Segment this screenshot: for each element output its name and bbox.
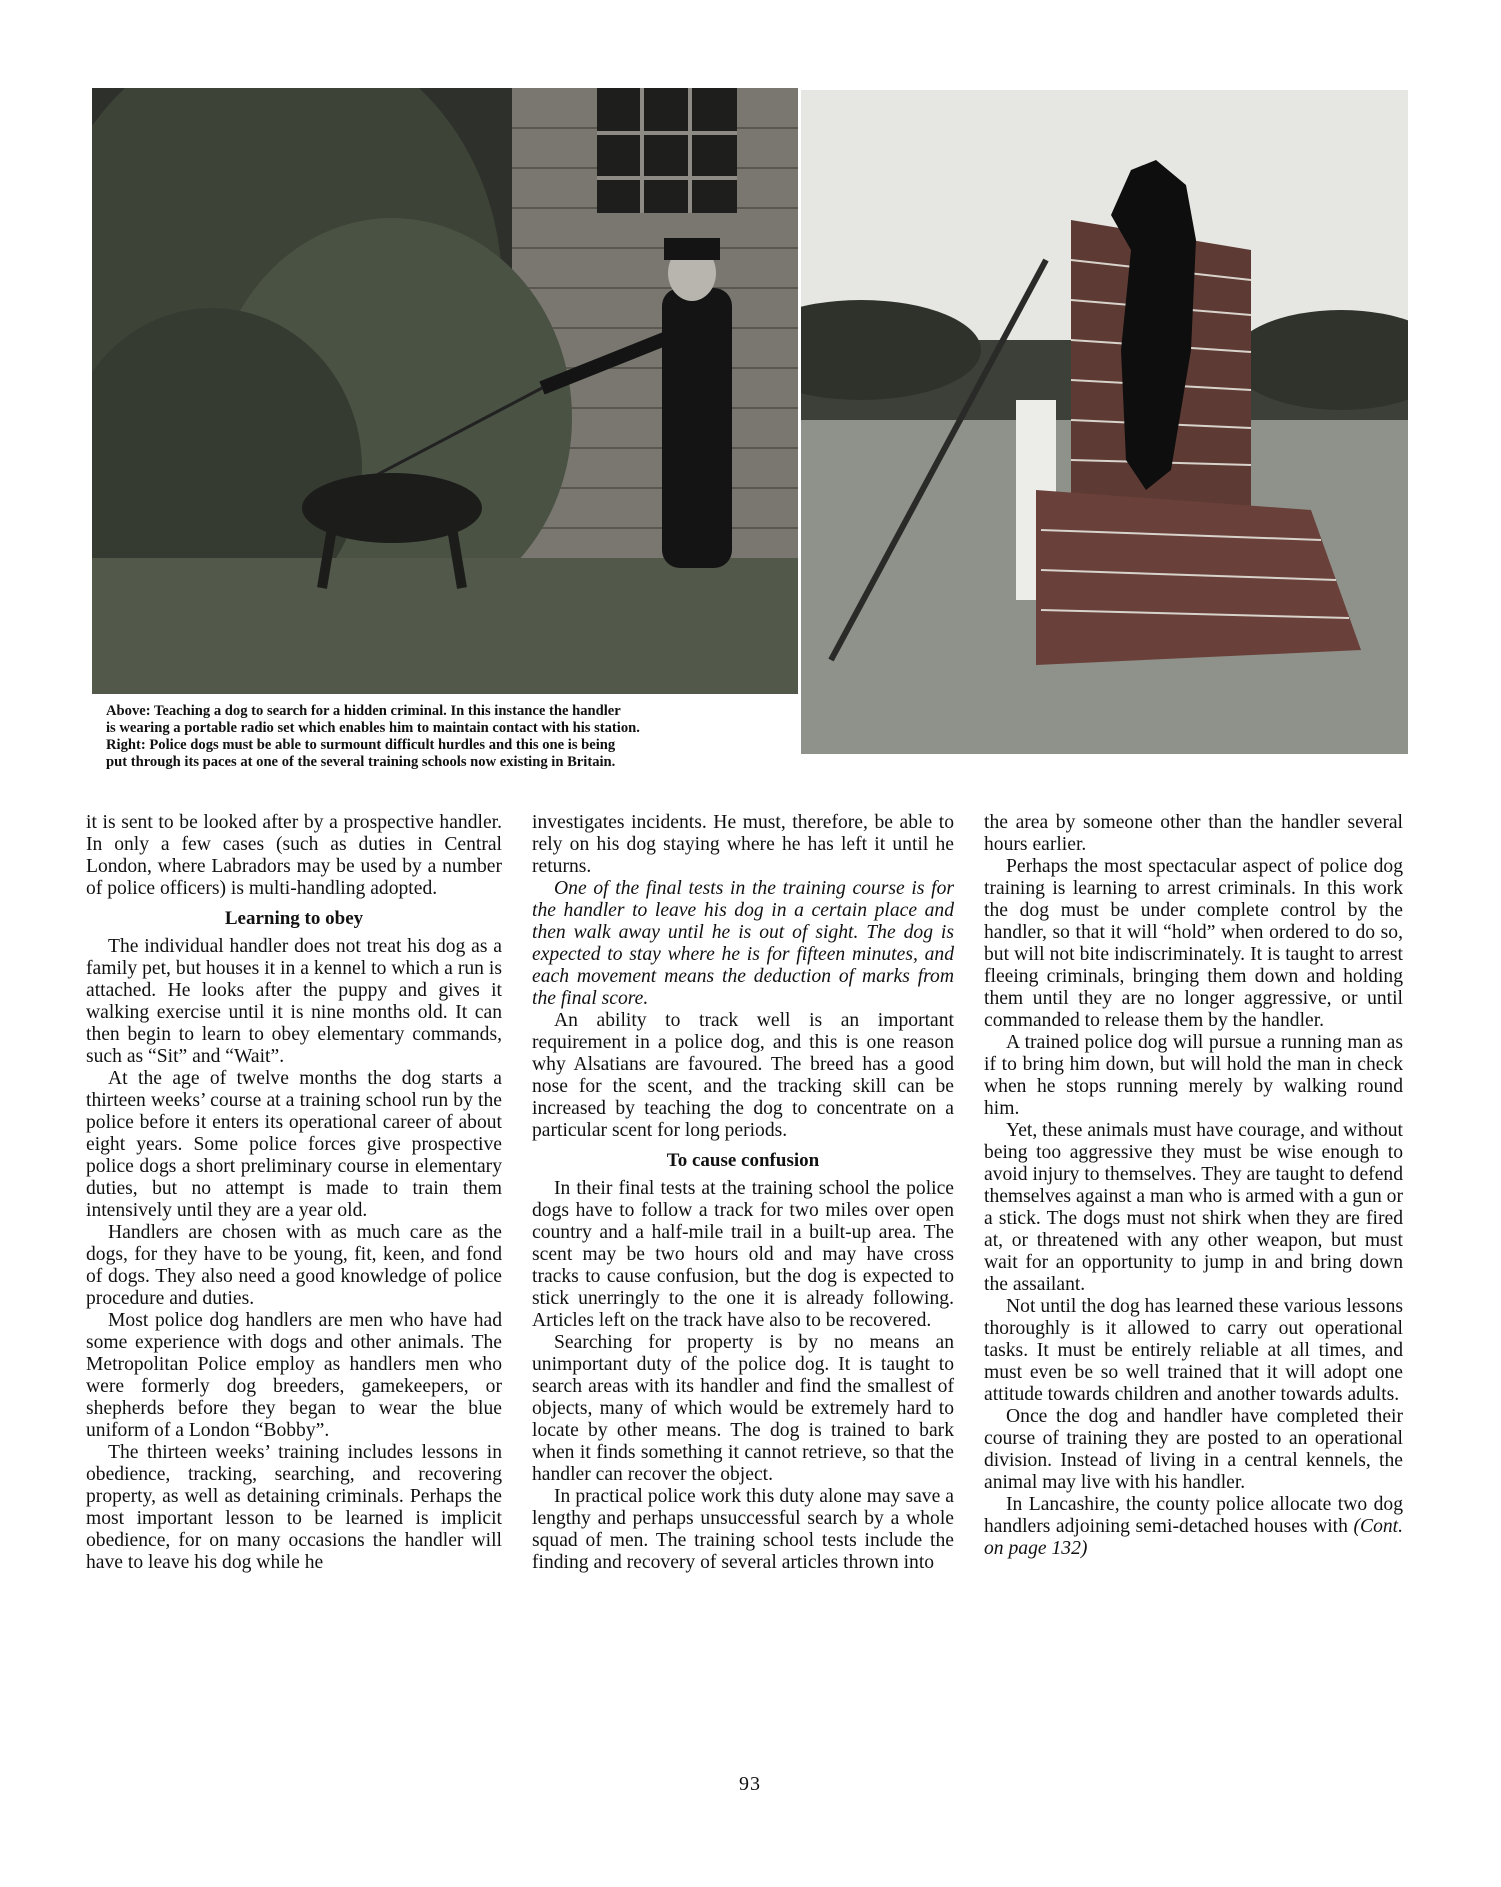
caption-line: is wearing a portable radio set which enables him to maintain contact with his station.: [106, 720, 640, 736]
paragraph: A trained police dog will pursue a running man as if to bring him down, but will hold the man in check when he stops running merely by walking round him.: [984, 1032, 1403, 1119]
paragraph: [984, 1494, 1403, 1560]
paragraph: The thirteen weeks’ training includes lessons in obedience, tracking, searching, and recovering property, as well as detaining criminals. Perhaps the most important lesson to be learned is implicit obedience, for on many occasions the handler will have to leave his dog while he: [86, 1442, 502, 1573]
caption-line: put through its paces at one of the several training schools now existing in Britain.: [106, 754, 616, 770]
paragraph: Handlers are chosen with as much care as the dogs, for they have to be young, fit, keen, and fond of dogs. They also need a good knowledge of police procedure and duties.: [86, 1222, 502, 1309]
dog-climbing-brick-hurdle-photo: [801, 90, 1408, 754]
caption-line: Right: Police dogs must be able to surmount difficult hurdles and this one is being: [106, 737, 616, 753]
paragraph: investigates incidents. He must, therefore, be able to rely on his dog staying where he has left it until he returns.: [532, 812, 954, 877]
caption-line: Above: Teaching a dog to search for a hidden criminal. In this instance the handler: [106, 703, 621, 719]
paragraph: Searching for property is by no means an unimportant duty of the police dog. It is taught to search areas with its handler and find the smallest of objects, many of which would be extremely hard to locate by other means. The dog is trained to bark when it finds something it cannot retrieve, so that the handler can recover the object.: [532, 1332, 954, 1485]
paragraph: In their final tests at the training school the police dogs have to follow a track for two miles over open country and a half-mile trail in a built-up area. The scent may be two hours old and may have cross tracks to cause confusion, but the dog is expected to stick unerringly to the one it is already following. Articles left on the track have also to be recovered.: [532, 1178, 954, 1331]
page-number: 93: [739, 1773, 761, 1795]
handler-and-dog-photo: [92, 88, 798, 694]
paragraph: An ability to track well is an important requirement in a police dog, and this is one reason why Alsatians are favoured. The breed has a good nose for the scent, and the tracking skill can be increased by teaching the dog to concentrate on a particular scent for long periods.: [532, 1010, 954, 1141]
paragraph: Yet, these animals must have courage, and without being too aggressive they must be wise enough to avoid injury to themselves. They are taught to defend themselves against a man who is armed with a gun or a stick. The dogs must not shirk when they are fired at, or threatened with any other weapon, but must wait for an opportunity to jump in and bring down the assailant.: [984, 1120, 1403, 1295]
paragraph: Most police dog handlers are men who have had some experience with dogs and other animals. The Metropolitan Police employ as handlers men who were formerly dog breeders, gamekeepers, or shepherds before they began to wear the blue uniform of a London “Bobby”.: [86, 1310, 502, 1441]
paragraph: it is sent to be looked after by a prospective handler. In only a few cases (such as duties in Central London, where Labradors may be used by a number of police officers) is multi-handling adopted.: [86, 812, 502, 899]
paragraph: In practical police work this duty alone may save a lengthy and perhaps unsuccessful search by a whole squad of men. The training school tests include the finding and recovery of several articles thrown into: [532, 1486, 954, 1573]
paragraph: Once the dog and handler have completed their course of training they are posted to an operational division. Instead of living in a central kennels, the animal may live with his handler.: [984, 1406, 1403, 1493]
continuation-link[interactable]: (Cont. on page 132): [984, 1516, 1404, 1559]
article-column-1: [86, 812, 502, 1574]
article-column-2: [532, 812, 954, 1574]
paragraph: the area by someone other than the handler several hours earlier.: [984, 812, 1403, 855]
paragraph: The individual handler does not treat his dog as a family pet, but houses it in a kennel to which a run is attached. He looks after the puppy and gives it walking exercise until it is nine months old. It can then begin to learn to obey elementary commands, such as “Sit” and “Wait”.: [86, 936, 502, 1067]
italic-text: One of the final tests in the training course is for the handler to leave his dog in a certain place and then walk away until he is out of sight. The dog is expected to stay where he is for fifteen minutes, and each movement means the deduction of marks from the final score.: [532, 878, 954, 1009]
section-heading: Learning to obey: [224, 908, 364, 929]
section-heading: To cause confusion: [666, 1150, 820, 1171]
article-column-3: [984, 812, 1403, 1560]
paragraph: At the age of twelve months the dog starts a thirteen weeks’ course at a training school run by the police before it enters its operational career of about eight years. Some police forces give prospective police dogs a short preliminary course in elementary duties, but no attempt is made to train them intensively until they are a year old.: [86, 1068, 502, 1221]
paragraph-italic: [532, 878, 954, 1010]
paragraph: Perhaps the most spectacular aspect of police dog training is learning to arrest criminals. In this work the dog must be under complete control by the handler, so that it will “hold” when ordered to do so, but will not bite indiscriminately. It is taught to arrest fleeing criminals, bringing them down and holding them until they are no longer aggressive, or until commanded to release them by the handler.: [984, 856, 1403, 1031]
paragraph-text: In Lancashire, the county police allocate two dog handlers adjoining semi-detached houses with: [984, 1494, 1403, 1537]
photo-caption: [106, 703, 782, 771]
paragraph: Not until the dog has learned these various lessons thoroughly is it allowed to carry out operational tasks. It must be entirely reliable at all times, and must even be so well trained that it will adopt one attitude towards children and another towards adults.: [984, 1296, 1403, 1405]
